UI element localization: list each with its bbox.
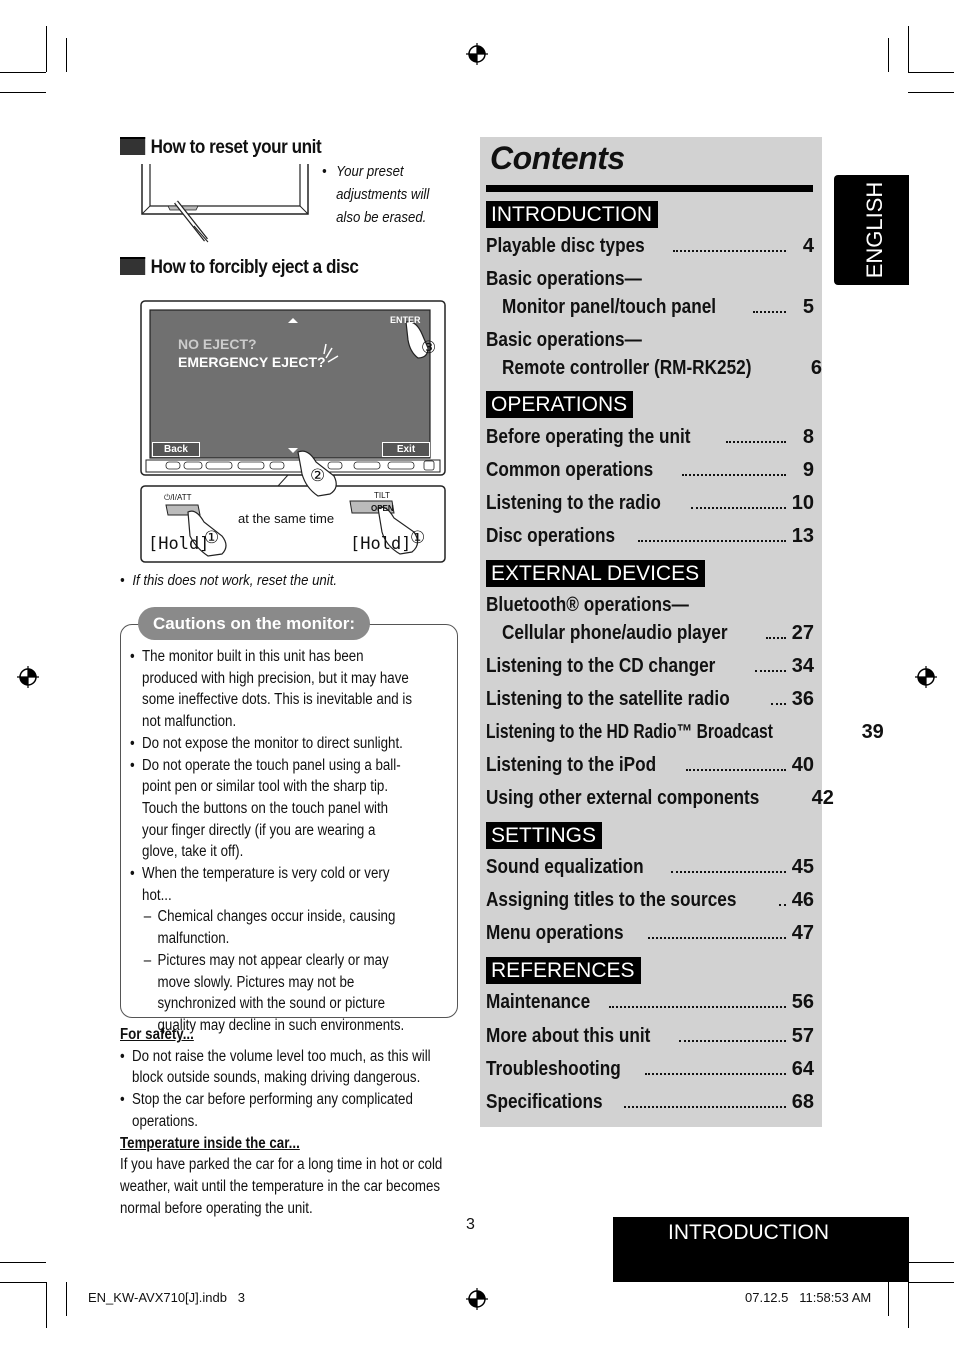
toc-entry[interactable]: Disc operations 13 <box>486 525 814 547</box>
toc-entry[interactable]: Monitor panel/touch panel 5 <box>502 296 814 318</box>
language-tab: ENGLISH <box>834 175 909 285</box>
toc-entry[interactable]: Playable disc types 4 <box>486 235 814 257</box>
caution-sub-item: – Chemical changes occur inside, causing malfunction. <box>144 906 414 949</box>
toc-entry[interactable]: More about this unit 57 <box>486 1025 814 1047</box>
registration-mark-icon <box>915 666 937 688</box>
toc-entry[interactable]: Listening to the radio 10 <box>486 492 814 514</box>
toc-entry[interactable]: Listening to the CD changer 34 <box>486 655 814 677</box>
contents-rule <box>486 185 813 192</box>
safety-item: • Do not raise the volume level too much, as this will block outside sounds, making driving dangerous. <box>120 1046 455 1089</box>
toc-entry[interactable]: Before operating the unit 8 <box>486 426 814 448</box>
caution-item: • Do not operate the touch panel using a ball-point pen or similar tool with the sharp tip. Touch the buttons on the touch panel with your finger directly (if you are wearing a glove, take it off). <box>130 755 414 864</box>
toc-entry-heading: Bluetooth® operations— <box>486 594 689 616</box>
caution-sub-item: – Pictures may not appear clearly or may move slowly. Pictures may not be synchronized with the sound or picture quality may decline in such environments. <box>144 950 414 1037</box>
page-number: 3 <box>466 1216 475 1233</box>
att-button-label: ⏻/I/ATT <box>164 493 192 502</box>
open-button-label: OPEN <box>371 504 394 513</box>
safety-heading: For safety... <box>120 1026 194 1043</box>
same-time-text: at the same time <box>238 511 335 526</box>
category-external-devices: EXTERNAL DEVICES <box>486 560 705 587</box>
category-settings: SETTINGS <box>486 822 602 849</box>
contents-title: Contents <box>490 140 625 176</box>
category-operations: OPERATIONS <box>486 391 633 418</box>
category-references: REFERENCES <box>486 957 641 984</box>
caution-item: • When the temperature is very cold or very hot... <box>130 863 414 906</box>
toc-entry-heading: Basic operations— <box>486 329 642 351</box>
hold-right-label: [Hold] <box>350 534 412 554</box>
safety-section <box>120 1024 455 1219</box>
screen-back-button[interactable]: Back <box>152 442 200 457</box>
caution-item: • The monitor built in this unit has been produced with high precision, but it may have some ineffective dots. This is inevitable and is not malfunction. <box>130 646 414 733</box>
step-2-marker: ② <box>310 466 326 485</box>
step-1-marker-right: ① <box>410 528 426 547</box>
temperature-text: If you have parked the car for a long time in hot or cold weather, wait until the temperature in the car becomes normal before operating the unit. <box>120 1156 443 1217</box>
toc-entry[interactable]: Listening to the HD Radio™ Broadcast 39 <box>486 721 884 743</box>
eject-heading: How to forcibly eject a disc <box>120 257 358 279</box>
toc-entry[interactable]: Specifications 68 <box>486 1091 814 1113</box>
safety-item: • Stop the car before performing any complicated operations. <box>120 1089 455 1132</box>
screen-emergency-eject-text[interactable]: EMERGENCY EJECT? <box>178 354 326 370</box>
section-marker-icon <box>120 257 145 275</box>
toc-entry[interactable]: Maintenance 56 <box>486 991 814 1013</box>
reset-illustration <box>138 162 314 244</box>
reset-heading: How to reset your unit <box>120 137 321 159</box>
eject-note: If this does not work, reset the unit. <box>132 572 338 589</box>
screen-exit-button[interactable]: Exit <box>382 442 430 457</box>
toc-entry[interactable]: Cellular phone/audio player 27 <box>502 622 814 644</box>
registration-mark-icon <box>17 666 39 688</box>
toc-entry[interactable]: Menu operations 47 <box>486 922 814 944</box>
toc-entry[interactable]: Remote controller (RM-RK252) 6 <box>502 357 823 379</box>
reset-note: Your preset adjustments will also be erased. <box>336 163 430 226</box>
registration-mark-icon <box>466 1288 488 1310</box>
step-1-marker-left: ① <box>204 528 220 547</box>
toc-entry[interactable]: Assigning titles to the sources 46 <box>486 889 814 911</box>
toc-entry-heading: Basic operations— <box>486 268 642 290</box>
toc-entry[interactable]: Using other external components 42 <box>486 787 834 809</box>
tilt-label: TILT <box>374 491 390 500</box>
eject-illustration <box>138 300 448 564</box>
section-footer-tab: INTRODUCTION <box>613 1217 909 1282</box>
registration-mark-icon <box>466 43 488 65</box>
cautions-title: Cautions on the monitor: <box>138 607 370 640</box>
toc-entry[interactable]: Common operations 9 <box>486 459 814 481</box>
toc-entry[interactable]: Listening to the iPod 40 <box>486 754 814 776</box>
footer-timestamp: 07.12.5 11:58:53 AM <box>745 1290 872 1305</box>
section-marker-icon <box>120 137 145 155</box>
toc-entry[interactable]: Listening to the satellite radio 36 <box>486 688 814 710</box>
caution-item: • Do not expose the monitor to direct sunlight. <box>130 733 414 755</box>
category-introduction: INTRODUCTION <box>486 201 658 228</box>
step-3-marker: ③ <box>421 338 437 357</box>
toc-entry[interactable]: Troubleshooting 64 <box>486 1058 814 1080</box>
touch-note: Touch the buttons on the touch panel with your finger directly (if you are wearing a glove, take it off). <box>142 799 389 861</box>
toc-entry[interactable]: Sound equalization 45 <box>486 856 814 878</box>
hold-left-label: [Hold] <box>148 534 210 554</box>
footer-file-name: EN_KW-AVX710[J].indb 3 <box>88 1290 246 1305</box>
cautions-text <box>130 646 414 1037</box>
temperature-heading: Temperature inside the car... <box>120 1134 300 1152</box>
screen-no-eject-text: NO EJECT? <box>178 336 257 352</box>
screen-enter-label[interactable]: ENTER <box>390 315 421 325</box>
